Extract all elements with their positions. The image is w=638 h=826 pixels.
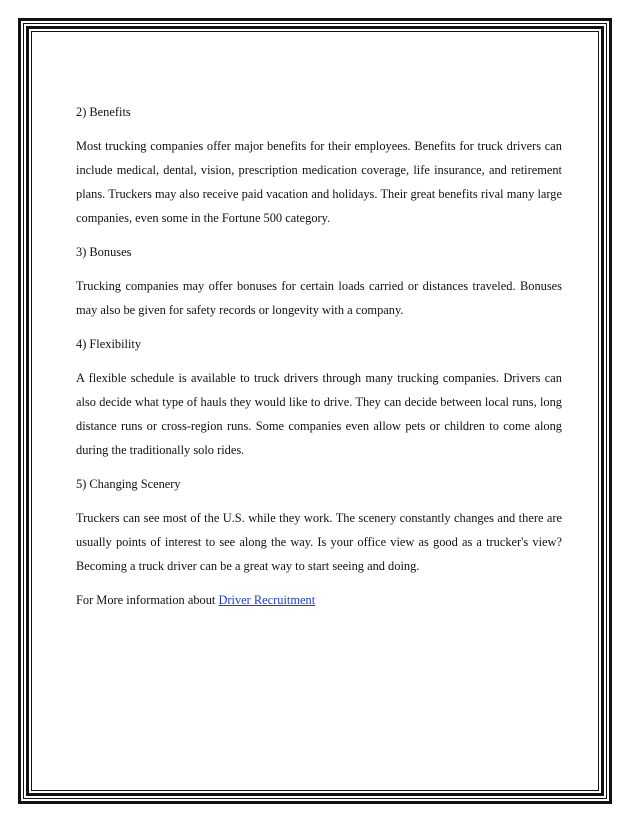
document-body — [76, 100, 562, 622]
section-heading-bonuses: 3) Bonuses — [76, 245, 132, 259]
section-text-bonuses: Trucking companies may offer bonuses for certain loads carried or distances traveled. Bonuses may also be given for safety records or longevity with a company. — [76, 279, 562, 317]
driver-recruitment-link[interactable]: Driver Recruitment — [218, 593, 316, 607]
section-heading-benefits: 2) Benefits — [76, 105, 131, 119]
footer-line — [76, 588, 562, 612]
section-text-changing-scenery: Truckers can see most of the U.S. while they work. The scenery constantly changes and there are usually points of interest to see along the way. Is your office view as good as a trucker's view? Becoming a truck driver can be a great way to start seeing and doing. — [76, 511, 562, 573]
section-heading-flexibility: 4) Flexibility — [76, 337, 142, 351]
footer-prefix: For More information about — [76, 593, 219, 607]
section-text-flexibility: A flexible schedule is available to truck drivers through many trucking companies. Drivers can also decide what type of hauls they would like to drive. They can decide between local runs, long distance runs or cross-region runs. Some companies even allow pets or children to come along during the traditionally solo rides. — [76, 371, 562, 457]
section-text-benefits: Most trucking companies offer major benefits for their employees. Benefits for truck drivers can include medical, dental, vision, prescription medication coverage, life insurance, and retirement plans. Truckers may also receive paid vacation and holidays. Their great benefits rival many large companies, even some in the Fortune 500 category. — [76, 139, 562, 225]
section-heading-changing-scenery: 5) Changing Scenery — [76, 477, 181, 491]
